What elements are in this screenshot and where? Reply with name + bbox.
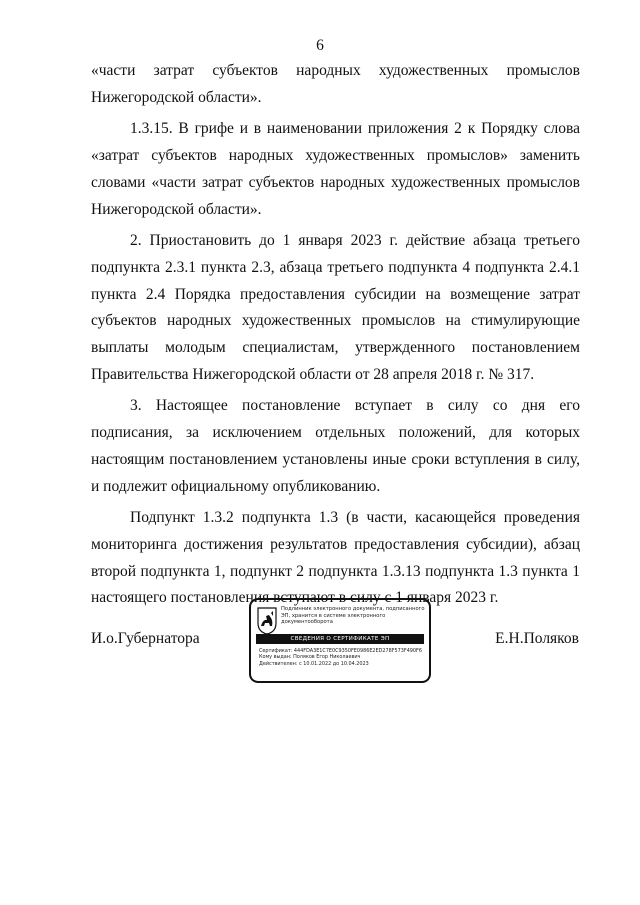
electronic-signature-stamp: [249, 598, 431, 683]
document-body: [91, 58, 580, 612]
signatory-position: И.о.Губернатора: [91, 630, 200, 647]
nizhny-novgorod-coat-of-arms-icon: [257, 607, 277, 635]
stamp-valid: Действителен: с 10.01.2022 до 10.04.2023: [259, 660, 369, 667]
paragraph-effective-dates: Подпункт 1.3.2 подпункта 1.3 (в части, касающейся проведения мониторинга достижения результатов предоставления субсидии), абзац второй подпункта 1, подпункт 2 подпункта 1.3.13 подпункта 1.3 пункта 1 настоящего постановления вступают в силу с 1 января 2023 г.: [91, 509, 580, 607]
stamp-details: [259, 648, 425, 667]
signatory-name: Е.Н.Поляков: [495, 630, 579, 647]
paragraph-continuation: «части затрат субъектов народных художественных промыслов Нижегородской области».: [91, 62, 580, 106]
paragraph-3: 3. Настоящее постановление вступает в силу со дня его подписания, за исключением отдельных положений, для которых настоящим постановлением установлены иные сроки вступления в силу, и подлежит официальному опубликованию.: [91, 397, 580, 495]
stamp-note: Подлинник электронного документа, подписанного ЭП, хранится в системе электронного документооборота: [281, 606, 425, 626]
stamp-certificate: Сертификат: 444FDA3E1C7E0C9350FE0986E2ED278F573F490F6: [259, 648, 422, 654]
page-number: 6: [316, 37, 324, 54]
paragraph-1-3-15: 1.3.15. В грифе и в наименовании приложения 2 к Порядку слова «затрат субъектов народных художественных промыслов» заменить словами «части затрат субъектов народных художественных промыслов Нижегородской области».: [91, 120, 580, 218]
paragraph-2: 2. Приостановить до 1 января 2023 г. действие абзаца третьего подпункта 2.3.1 пункта 2.3, абзаца третьего подпункта 4 подпункта 2.4.1 пункта 2.4 Порядка предоставления субсидии на возмещение затрат субъектов народных художественных промыслов на стимулирующие выплаты молодым специалистам, утвержденного постановлением Правительства Нижегородской области от 28 апреля 2018 г. № 317.: [91, 232, 580, 383]
stamp-title: СВЕДЕНИЯ О СЕРТИФИКАТЕ ЭП: [256, 634, 424, 644]
stamp-issued-to: Кому выдан: Поляков Егор Николаевич: [259, 654, 361, 661]
